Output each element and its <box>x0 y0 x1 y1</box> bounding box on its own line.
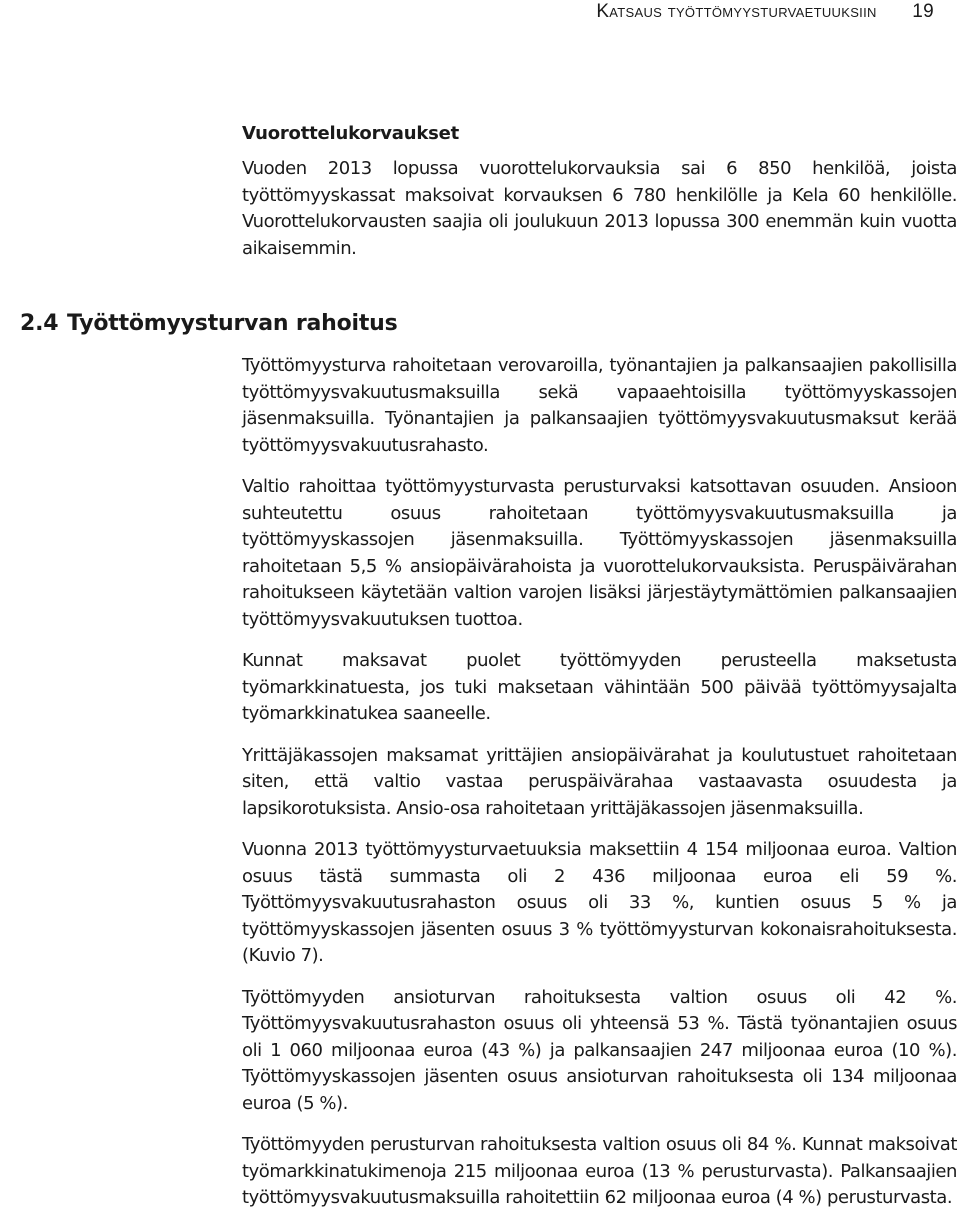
subsection-vuorottelukorvaukset <box>242 120 957 262</box>
running-header <box>596 0 934 24</box>
body-paragraph: Työttömyyden perusturvan rahoituksesta valtion osuus oli 84 %. Kunnat maksoivat työmarkkinatukimenoja 215 miljoonaa euroa (13 % perusturvasta). Palkansaajien työttömyysvakuutusmaksuilla rahoitettiin 62 miljoonaa euroa (4 %) perusturvasta. <box>242 1134 957 1208</box>
section-title: Työttömyysturvan rahoitus <box>67 311 398 336</box>
body-paragraph: Vuonna 2013 työttömyysturvaetuuksia maksettiin 4 154 miljoonaa euroa. Valtion osuus tästä summasta oli 2 436 miljoonaa euroa eli 59 %. Työttömyysvakuutusrahaston osuus oli 33 %, kuntien osuus 5 % ja työttömyyskassojen jäsenten osuus 3 % työttömyysturvan kokonaisrahoituksesta. (Kuvio 7). <box>242 839 957 966</box>
body-paragraph: Työttömyyden ansioturvan rahoituksesta valtion osuus oli 42 %. Työttömyysvakuutusrahaston osuus oli yhteensä 53 %. Tästä työnantajien osuus oli 1 060 miljoonaa euroa (43 %) ja palkansaajien 247 miljoonaa euroa (10 %). Työttömyyskassojen jäsenten osuus ansioturvan rahoituksesta oli 134 miljoonaa euroa (5 %). <box>242 986 957 1114</box>
body-paragraph: Yrittäjäkassojen maksamat yrittäjien ansiopäivärahat ja koulutustuet rahoitetaan siten, että valtio vastaa peruspäivärahaa vastaavasta osuudesta ja lapsikorotuksista. Ansio-osa rahoitetaan yrittäjäkassojen jäsenmaksuilla. <box>242 744 957 819</box>
running-header-title: Katsaus työttömyysturvaetuuksiin <box>596 1 877 22</box>
body-paragraph: Valtio rahoittaa työttömyysturvasta perusturvaksi katsottavan osuuden. Ansioon suhteutettu osuus rahoitetaan työttömyysvakuutusmaksuilla ja työttömyyskassojen jäsenmaksuilla. Työttömyyskassojen jäsenmaksuilla rahoitetaan 5,5 % ansiopäivärahoista ja vuorottelukorvauksista. Peruspäivärahan rahoitukseen käytetään valtion varojen lisäksi järjestäytymättömien palkansaajien työttömyysvakuutuksen tuottoa. <box>242 476 957 630</box>
subsection-heading: Vuorottelukorvaukset <box>242 123 460 144</box>
subsection-paragraph: Vuoden 2013 lopussa vuorottelukorvauksia sai 6 850 henkilöä, joista työttömyyskassat maksoivat korvauksen 6 780 henkilölle ja Kela 60 henkilölle. Vuorottelukorvausten saajia oli joulukuun 2013 lopussa 300 enemmän kuin vuotta aikaisemmin. <box>242 158 957 259</box>
body-paragraph: Kunnat maksavat puolet työttömyyden perusteella maksetusta työmarkkinatuesta, jos tuki maksetaan vähintään 500 päivää työttömyysajalta työmarkkinatukea saaneelle. <box>242 650 957 724</box>
section-body <box>242 353 957 1227</box>
body-paragraph: Työttömyysturva rahoitetaan verovaroilla, työnantajien ja palkansaajien pakollisilla työttömyysvakuutusmaksuilla sekä vapaaehtoisilla työttömyyskassojen jäsenmaksuilla. Työnantajien ja palkansaajien työttömyysvakuutusmaksut kerää työttömyysvakuutusrahasto. <box>242 355 957 456</box>
page-number: 19 <box>912 1 934 22</box>
section-number: 2.4 <box>20 311 59 336</box>
section-heading <box>20 309 398 339</box>
